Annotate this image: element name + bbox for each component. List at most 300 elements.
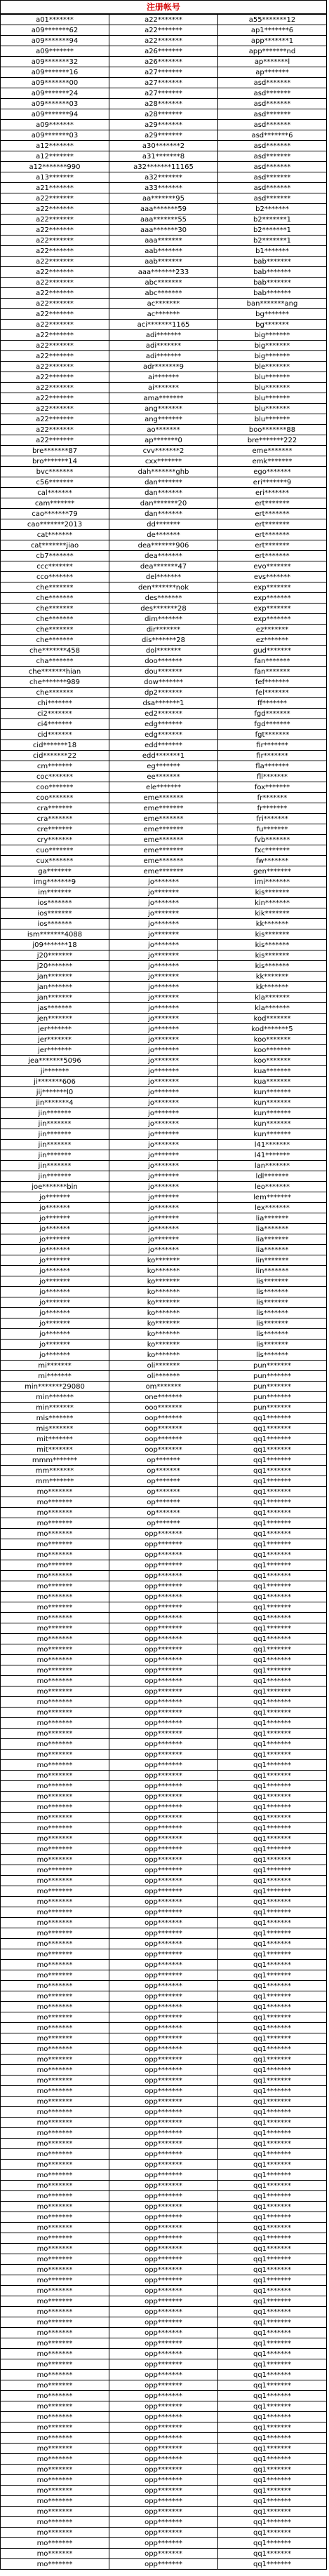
- account-cell: mo*******: [1, 2265, 109, 2275]
- account-cell: opp*******: [109, 2054, 218, 2065]
- account-cell: eme*******: [109, 866, 218, 877]
- account-cell: jo*******: [109, 1213, 218, 1224]
- table-row: [1, 1329, 327, 1340]
- account-cell: cid*******18: [1, 740, 109, 751]
- account-cell: jo*******: [109, 1045, 218, 1056]
- account-cell: exp*******: [218, 593, 327, 604]
- account-cell: qq1*******: [218, 1602, 327, 1613]
- account-cell: j09*******18: [1, 940, 109, 950]
- account-cell: mo*******: [1, 2054, 109, 2065]
- account-cell: ap*******: [218, 67, 327, 78]
- account-cell: ap1*******6: [218, 25, 327, 36]
- account-cell: mm*******: [1, 1466, 109, 1476]
- table-row: [1, 1581, 327, 1592]
- account-cell: lis*******: [218, 1318, 327, 1329]
- account-cell: mo*******: [1, 2097, 109, 2107]
- account-cell: opp*******: [109, 1897, 218, 1907]
- account-cell: qq1*******: [218, 1581, 327, 1592]
- table-row: [1, 824, 327, 835]
- account-cell: oop*******: [109, 1424, 218, 1434]
- account-cell: mo*******: [1, 1865, 109, 1876]
- account-cell: mo*******: [1, 1802, 109, 1813]
- account-cell: adr*******9: [109, 362, 218, 372]
- table-row: [1, 2412, 327, 2422]
- account-cell: lis*******: [218, 1350, 327, 1361]
- account-cell: qq1*******: [218, 2338, 327, 2349]
- account-cell: mo*******: [1, 1602, 109, 1613]
- sheet-title: 注册帐号: [0, 0, 327, 14]
- table-row: [1, 2233, 327, 2244]
- table-row: [1, 2454, 327, 2465]
- account-cell: opp*******: [109, 2191, 218, 2202]
- account-cell: opp*******: [109, 1876, 218, 1886]
- account-cell: oop*******: [109, 1445, 218, 1455]
- table-row: [1, 1771, 327, 1781]
- table-row: [1, 2338, 327, 2349]
- account-cell: exp*******: [218, 614, 327, 625]
- account-cell: a29*******: [109, 130, 218, 141]
- account-cell: qq1*******: [218, 2244, 327, 2254]
- account-cell: mo*******: [1, 1487, 109, 1497]
- account-cell: jin*******: [1, 1108, 109, 1119]
- table-row: [1, 236, 327, 246]
- account-cell: dan*******: [109, 509, 218, 519]
- table-row: [1, 2475, 327, 2486]
- account-cell: l41*******: [218, 1150, 327, 1161]
- account-cell: ko*******: [109, 1329, 218, 1340]
- account-cell: mo*******: [1, 2202, 109, 2212]
- table-row: [1, 299, 327, 309]
- table-row: [1, 288, 327, 299]
- table-row: [1, 1918, 327, 1928]
- account-cell: qq1*******: [218, 1960, 327, 1970]
- table-row: [1, 1287, 327, 1297]
- account-cell: doo*******: [109, 656, 218, 667]
- account-cell: a22*******: [1, 362, 109, 372]
- table-row: [1, 2002, 327, 2012]
- account-cell: ble*******: [218, 362, 327, 372]
- table-row: [1, 435, 327, 446]
- account-cell: qq1*******: [218, 2149, 327, 2160]
- table-row: [1, 1686, 327, 1697]
- account-cell: jo*******: [1, 1255, 109, 1266]
- table-row: [1, 1255, 327, 1266]
- account-cell: mmm*******: [1, 1455, 109, 1466]
- table-row: [1, 1855, 327, 1865]
- account-cell: mo*******: [1, 1676, 109, 1686]
- account-cell: qq1*******: [218, 1813, 327, 1823]
- account-cell: qq1*******: [218, 2107, 327, 2118]
- account-cell: jo*******: [109, 1161, 218, 1171]
- account-cell: jo*******: [109, 1234, 218, 1245]
- table-row: [1, 898, 327, 908]
- account-cell: opp*******: [109, 1907, 218, 1918]
- account-cell: mo*******: [1, 1686, 109, 1697]
- account-cell: ios*******: [1, 919, 109, 929]
- account-cell: fox*******: [218, 782, 327, 793]
- table-row: [1, 887, 327, 898]
- account-cell: qq1*******: [218, 1644, 327, 1655]
- table-row: [1, 1392, 327, 1403]
- account-cell: qq1*******: [218, 2139, 327, 2149]
- account-cell: ko*******: [109, 1340, 218, 1350]
- account-cell: jo*******: [109, 972, 218, 982]
- table-row: [1, 961, 327, 972]
- account-cell: opp*******: [109, 1781, 218, 1792]
- account-cell: mo*******: [1, 2160, 109, 2170]
- table-row: [1, 2076, 327, 2086]
- account-cell: opp*******: [109, 1729, 218, 1739]
- table-row: [1, 1729, 327, 1739]
- account-cell: qq1*******: [218, 1445, 327, 1455]
- account-cell: j20*******: [1, 950, 109, 961]
- account-cell: mit*******: [1, 1434, 109, 1445]
- table-row: [1, 688, 327, 698]
- account-cell: a09*******: [1, 120, 109, 130]
- account-cell: lia*******: [218, 1245, 327, 1255]
- table-row: [1, 2128, 327, 2139]
- account-cell: adi*******: [109, 341, 218, 351]
- account-cell: bab*******: [218, 288, 327, 299]
- account-cell: qq1*******: [218, 1760, 327, 1771]
- account-cell: opp*******: [109, 1718, 218, 1729]
- table-row: [1, 330, 327, 341]
- account-cell: jo*******: [109, 1024, 218, 1035]
- table-row: [1, 1382, 327, 1392]
- account-cell: qq1*******: [218, 2054, 327, 2065]
- account-cell: qq1*******: [218, 1655, 327, 1665]
- table-row: [1, 646, 327, 656]
- table-row: [1, 1571, 327, 1581]
- account-cell: ko*******: [109, 1255, 218, 1266]
- account-cell: cal*******: [1, 488, 109, 498]
- table-row: [1, 1119, 327, 1129]
- account-cell: qq1*******: [218, 2465, 327, 2475]
- account-cell: qq1*******: [218, 2012, 327, 2023]
- account-cell: qq1*******: [218, 2412, 327, 2422]
- account-cell: mo*******: [1, 1634, 109, 1644]
- account-cell: aab*******: [109, 257, 218, 267]
- account-cell: ga*******: [1, 866, 109, 877]
- table-row: [1, 2317, 327, 2328]
- account-cell: jo*******: [109, 1182, 218, 1192]
- account-cell: fgd*******: [218, 719, 327, 730]
- account-cell: a22*******: [1, 330, 109, 341]
- account-cell: jo*******: [1, 1340, 109, 1350]
- account-cell: aab*******: [109, 246, 218, 257]
- account-cell: mo*******: [1, 2002, 109, 2012]
- account-cell: a22*******: [1, 288, 109, 299]
- account-cell: lis*******: [218, 1297, 327, 1308]
- account-cell: opp*******: [109, 2275, 218, 2286]
- account-cell: opp*******: [109, 1813, 218, 1823]
- account-cell: jo*******: [109, 1224, 218, 1234]
- account-cell: mo*******: [1, 2296, 109, 2307]
- account-cell: kun*******: [218, 1108, 327, 1119]
- account-cell: mo*******: [1, 2254, 109, 2265]
- table-row: [1, 2528, 327, 2538]
- account-cell: ao*******: [109, 425, 218, 435]
- table-row: [1, 519, 327, 530]
- account-cell: jo*******: [109, 898, 218, 908]
- account-cell: coc*******: [1, 772, 109, 782]
- account-cell: mo*******: [1, 2370, 109, 2380]
- account-cell: mo*******: [1, 2286, 109, 2296]
- account-table: [0, 14, 327, 2570]
- account-cell: eri*******9: [218, 477, 327, 488]
- table-row: [1, 1876, 327, 1886]
- table-row: [1, 1098, 327, 1108]
- account-cell: min*******: [1, 1392, 109, 1403]
- table-row: [1, 1802, 327, 1813]
- table-row: [1, 1718, 327, 1729]
- account-cell: a22*******: [109, 36, 218, 46]
- account-cell: del*******: [109, 572, 218, 582]
- account-cell: qq1*******: [218, 2528, 327, 2538]
- account-cell: opp*******: [109, 2086, 218, 2097]
- account-cell: jin*******: [1, 1150, 109, 1161]
- account-cell: emk*******: [218, 456, 327, 467]
- account-cell: jo*******: [109, 1129, 218, 1140]
- account-cell: opp*******: [109, 2107, 218, 2118]
- account-cell: oli*******: [109, 1361, 218, 1371]
- table-row: [1, 1203, 327, 1213]
- account-cell: jo*******: [109, 1077, 218, 1087]
- account-cell: opp*******: [109, 1939, 218, 1949]
- table-row: [1, 2444, 327, 2454]
- account-cell: ccc*******: [1, 561, 109, 572]
- account-cell: jo*******: [109, 1066, 218, 1077]
- table-row: [1, 267, 327, 278]
- account-cell: abc*******: [109, 278, 218, 288]
- account-cell: ert*******: [218, 498, 327, 509]
- account-cell: opp*******: [109, 2412, 218, 2422]
- account-cell: mo*******: [1, 1581, 109, 1592]
- table-row: [1, 845, 327, 856]
- table-row: [1, 1907, 327, 1918]
- account-cell: jo*******: [1, 1318, 109, 1329]
- account-cell: opp*******: [109, 2118, 218, 2128]
- account-cell: eme*******: [109, 793, 218, 803]
- account-cell: opp*******: [109, 1581, 218, 1592]
- account-cell: mo*******: [1, 2328, 109, 2338]
- account-cell: chi*******: [1, 698, 109, 709]
- account-cell: cao*******2013: [1, 519, 109, 530]
- account-cell: qq1*******: [218, 2181, 327, 2191]
- account-cell: mo*******: [1, 2191, 109, 2202]
- account-cell: qq1*******: [218, 2128, 327, 2139]
- account-cell: qq1*******: [218, 2422, 327, 2433]
- table-row: [1, 972, 327, 982]
- account-cell: cid*******22: [1, 751, 109, 761]
- account-cell: jin*******: [1, 1140, 109, 1150]
- table-row: [1, 2559, 327, 2570]
- table-row: [1, 2307, 327, 2317]
- account-cell: mo*******: [1, 2349, 109, 2359]
- account-cell: joe*******bin: [1, 1182, 109, 1192]
- account-cell: a22*******: [1, 372, 109, 383]
- account-cell: kis*******: [218, 887, 327, 898]
- account-cell: cat*******: [1, 530, 109, 540]
- account-cell: dow*******: [109, 677, 218, 688]
- account-cell: mo*******: [1, 2118, 109, 2128]
- account-cell: a09*******32: [1, 57, 109, 67]
- account-cell: opp*******: [109, 1928, 218, 1939]
- account-cell: jas*******: [1, 1003, 109, 1014]
- account-cell: bre*******87: [1, 446, 109, 456]
- account-cell: blu*******: [218, 372, 327, 383]
- account-cell: ko*******: [109, 1318, 218, 1329]
- table-row: [1, 456, 327, 467]
- table-row: [1, 2170, 327, 2181]
- account-cell: mo*******: [1, 2244, 109, 2254]
- account-cell: oop*******: [109, 1413, 218, 1424]
- account-cell: jo*******: [109, 993, 218, 1003]
- table-row: [1, 36, 327, 46]
- account-cell: qq1*******: [218, 1781, 327, 1792]
- table-row: [1, 57, 327, 67]
- table-row: [1, 2422, 327, 2433]
- account-cell: pun*******: [218, 1403, 327, 1413]
- account-cell: eme*******: [109, 824, 218, 835]
- account-cell: qq1*******: [218, 2496, 327, 2507]
- table-row: [1, 193, 327, 204]
- account-cell: mo*******: [1, 1823, 109, 1834]
- table-row: [1, 1192, 327, 1203]
- account-cell: qq1*******: [218, 1886, 327, 1897]
- account-cell: evo*******: [218, 561, 327, 572]
- account-cell: ko*******: [109, 1266, 218, 1276]
- account-cell: gud*******: [218, 646, 327, 656]
- account-cell: ji*******: [1, 1066, 109, 1077]
- account-cell: jo*******: [109, 1150, 218, 1161]
- account-cell: aaa*******: [109, 236, 218, 246]
- account-cell: mo*******: [1, 1907, 109, 1918]
- account-cell: qq1*******: [218, 1981, 327, 1991]
- account-cell: lex*******: [218, 1203, 327, 1213]
- account-cell: mo*******: [1, 2380, 109, 2391]
- account-cell: pun*******: [218, 1361, 327, 1371]
- account-cell: big*******: [218, 330, 327, 341]
- account-cell: kun*******: [218, 1129, 327, 1140]
- account-cell: a12*******990: [1, 162, 109, 172]
- table-row: [1, 1750, 327, 1760]
- account-cell: asd*******: [218, 78, 327, 88]
- account-cell: che*******: [1, 582, 109, 593]
- account-cell: ko*******: [109, 1297, 218, 1308]
- table-row: [1, 1981, 327, 1991]
- account-cell: koo*******: [218, 1045, 327, 1056]
- account-cell: che*******: [1, 688, 109, 698]
- table-row: [1, 1550, 327, 1560]
- table-row: [1, 919, 327, 929]
- account-cell: qq1*******: [218, 2023, 327, 2033]
- table-row: [1, 2328, 327, 2338]
- account-cell: opp*******: [109, 2296, 218, 2307]
- table-row: [1, 1182, 327, 1192]
- account-cell: jo*******: [109, 1014, 218, 1024]
- account-cell: che*******: [1, 593, 109, 604]
- account-cell: opp*******: [109, 1529, 218, 1539]
- account-cell: mo*******: [1, 2233, 109, 2244]
- table-row: [1, 1592, 327, 1602]
- account-cell: a26*******: [109, 57, 218, 67]
- account-cell: jo*******: [109, 887, 218, 898]
- account-cell: a22*******: [1, 435, 109, 446]
- table-row: [1, 1276, 327, 1287]
- account-cell: mo*******: [1, 1792, 109, 1802]
- table-row: [1, 2160, 327, 2170]
- account-cell: qq1*******: [218, 1918, 327, 1928]
- account-cell: opp*******: [109, 2149, 218, 2160]
- account-cell: qq1*******: [218, 2233, 327, 2244]
- table-row: [1, 2370, 327, 2380]
- account-cell: qq1*******: [218, 1897, 327, 1907]
- account-cell: bro*******14: [1, 456, 109, 467]
- account-cell: mo*******: [1, 1708, 109, 1718]
- table-row: [1, 2118, 327, 2128]
- account-cell: des*******28: [109, 604, 218, 614]
- account-cell: mo*******: [1, 1697, 109, 1708]
- account-cell: de*******: [109, 530, 218, 540]
- table-row: [1, 1150, 327, 1161]
- account-cell: qq1*******: [218, 2202, 327, 2212]
- account-cell: asd*******: [218, 88, 327, 99]
- account-cell: a22*******: [1, 225, 109, 236]
- account-cell: fvb*******: [218, 835, 327, 845]
- table-row: [1, 940, 327, 950]
- account-cell: mo*******: [1, 1949, 109, 1960]
- account-cell: jo*******: [109, 982, 218, 993]
- account-cell: qq1*******: [218, 1497, 327, 1508]
- account-cell: a12*******: [1, 141, 109, 151]
- table-row: [1, 46, 327, 57]
- account-cell: ios*******: [1, 908, 109, 919]
- table-row: [1, 1434, 327, 1445]
- account-cell: qq1*******: [218, 2507, 327, 2517]
- account-cell: qq1*******: [218, 1466, 327, 1476]
- table-row: [1, 162, 327, 172]
- account-cell: jin*******: [1, 1119, 109, 1129]
- account-cell: ism*******4088: [1, 929, 109, 940]
- account-cell: jo*******: [109, 877, 218, 887]
- account-cell: qq1*******: [218, 1729, 327, 1739]
- account-cell: mo*******: [1, 2517, 109, 2528]
- table-row: [1, 1865, 327, 1876]
- table-row: [1, 730, 327, 740]
- table-row: [1, 88, 327, 99]
- account-cell: opp*******: [109, 1970, 218, 1981]
- account-cell: cry*******: [1, 835, 109, 845]
- account-cell: qq1*******: [218, 2002, 327, 2012]
- account-cell: mo*******: [1, 2012, 109, 2023]
- account-cell: qq1*******: [218, 1476, 327, 1487]
- account-cell: aaa*******30: [109, 225, 218, 236]
- account-cell: qq1*******: [218, 2212, 327, 2223]
- account-cell: ai*******: [109, 372, 218, 383]
- account-cell: qq1*******: [218, 1487, 327, 1497]
- account-cell: mo*******: [1, 1876, 109, 1886]
- account-cell: adi*******: [109, 351, 218, 362]
- account-cell: aaa*******55: [109, 214, 218, 225]
- account-cell: jo*******: [1, 1297, 109, 1308]
- account-cell: che*******hian: [1, 667, 109, 677]
- account-cell: mo*******: [1, 2181, 109, 2191]
- account-cell: qq1*******: [218, 2517, 327, 2528]
- account-cell: bvc*******: [1, 467, 109, 477]
- account-cell: cha*******: [1, 656, 109, 667]
- account-cell: opp*******: [109, 1539, 218, 1550]
